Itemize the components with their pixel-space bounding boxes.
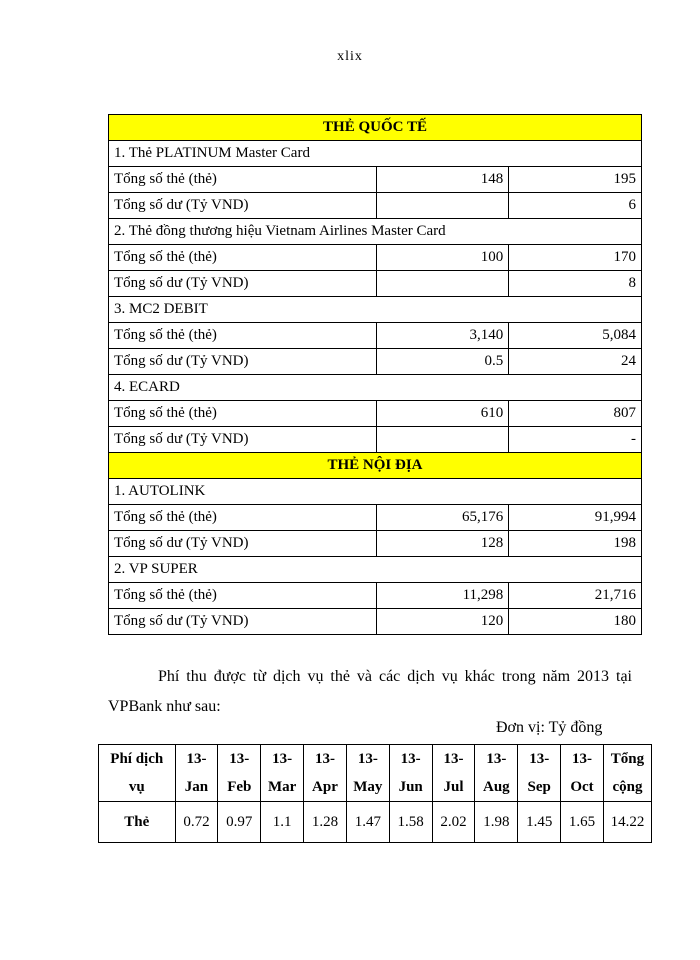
row-label: Tổng số thẻ (thẻ) (109, 583, 377, 609)
data-row (109, 427, 642, 453)
data-row (109, 609, 642, 635)
value-cell-1: 3,140 (376, 323, 509, 349)
row-label: Tổng số thẻ (thẻ) (109, 167, 377, 193)
section-header: THẺ NỘI ĐỊA (109, 453, 642, 479)
fee-value-cell: 0.97 (218, 802, 261, 843)
category-label: 1. AUTOLINK (109, 479, 642, 505)
value-cell-1: 610 (376, 401, 509, 427)
fee-row-label: Thẻ (99, 802, 176, 843)
data-row (109, 271, 642, 297)
fee-intro-text: Phí thu được từ dịch vụ thẻ và các dịch vụ khác trong năm 2013 tại VPBank như sau: (108, 668, 632, 715)
category-row (109, 479, 642, 505)
row-label: Tổng số dư (Tỷ VND) (109, 349, 377, 375)
data-row (109, 167, 642, 193)
value-cell-1: 11,298 (376, 583, 509, 609)
fee-header-month: 13- Sep (518, 745, 561, 802)
value-cell-1: 100 (376, 245, 509, 271)
category-label: 2. VP SUPER (109, 557, 642, 583)
fee-value-cell: 1.98 (475, 802, 518, 843)
fee-header-month: 13- Aug (475, 745, 518, 802)
row-label: Tổng số thẻ (thẻ) (109, 323, 377, 349)
value-cell-2: 198 (509, 531, 642, 557)
fee-value-cell: 1.45 (518, 802, 561, 843)
fee-value-cell: 1.47 (346, 802, 389, 843)
value-cell-1: 148 (376, 167, 509, 193)
fee-header-service: Phí dịch vụ (99, 745, 176, 802)
category-label: 1. Thẻ PLATINUM Master Card (109, 141, 642, 167)
value-cell-1 (376, 427, 509, 453)
category-label: 4. ECARD (109, 375, 642, 401)
value-cell-2: 807 (509, 401, 642, 427)
category-label: 3. MC2 DEBIT (109, 297, 642, 323)
category-row (109, 219, 642, 245)
value-cell-2: 8 (509, 271, 642, 297)
value-cell-2: 170 (509, 245, 642, 271)
fee-total-value: 14.22 (603, 802, 651, 843)
data-row (109, 245, 642, 271)
fee-value-cell: 0.72 (175, 802, 218, 843)
row-label: Tổng số thẻ (thẻ) (109, 401, 377, 427)
data-row (109, 323, 642, 349)
category-row (109, 297, 642, 323)
card-statistics-table (108, 114, 642, 635)
row-label: Tổng số dư (Tỷ VND) (109, 531, 377, 557)
fee-table (98, 744, 652, 843)
data-row (109, 505, 642, 531)
fee-value-cell: 1.58 (389, 802, 432, 843)
data-row (109, 349, 642, 375)
category-row (109, 141, 642, 167)
fee-header-month: 13- Jul (432, 745, 475, 802)
value-cell-2: 21,716 (509, 583, 642, 609)
value-cell-2: 195 (509, 167, 642, 193)
value-cell-1 (376, 271, 509, 297)
fee-value-cell: 1.1 (261, 802, 304, 843)
unit-label: Đơn vị: Tỷ đồng (496, 719, 603, 736)
value-cell-2: 6 (509, 193, 642, 219)
row-label: Tổng số dư (Tỷ VND) (109, 271, 377, 297)
fee-intro-paragraph (108, 662, 632, 722)
page-number: xlix (337, 49, 363, 64)
fee-header-month: 13- Feb (218, 745, 261, 802)
fee-header-month: 13- Apr (304, 745, 347, 802)
value-cell-2: - (509, 427, 642, 453)
category-row (109, 375, 642, 401)
fee-value-cell: 1.65 (561, 802, 604, 843)
value-cell-2: 180 (509, 609, 642, 635)
value-cell-1: 65,176 (376, 505, 509, 531)
fee-value-cell: 2.02 (432, 802, 475, 843)
value-cell-1: 120 (376, 609, 509, 635)
data-row (109, 401, 642, 427)
fee-header-total: Tổng cộng (603, 745, 651, 802)
value-cell-2: 5,084 (509, 323, 642, 349)
category-label: 2. Thẻ đồng thương hiệu Vietnam Airlines Master Card (109, 219, 642, 245)
data-row (109, 531, 642, 557)
section-header-row (109, 453, 642, 479)
fee-header-row (99, 745, 652, 802)
section-header: THẺ QUỐC TẾ (109, 115, 642, 141)
fee-header-month: 13- Jun (389, 745, 432, 802)
fee-header-month: 13- Mar (261, 745, 304, 802)
category-row (109, 557, 642, 583)
fee-header-month: 13- Oct (561, 745, 604, 802)
row-label: Tổng số thẻ (thẻ) (109, 505, 377, 531)
value-cell-2: 24 (509, 349, 642, 375)
value-cell-2: 91,994 (509, 505, 642, 531)
data-row (109, 583, 642, 609)
value-cell-1: 128 (376, 531, 509, 557)
value-cell-1: 0.5 (376, 349, 509, 375)
fee-value-row (99, 802, 652, 843)
row-label: Tổng số dư (Tỷ VND) (109, 609, 377, 635)
row-label: Tổng số dư (Tỷ VND) (109, 427, 377, 453)
fee-header-month: 13- Jan (175, 745, 218, 802)
fee-header-month: 13- May (346, 745, 389, 802)
data-row (109, 193, 642, 219)
row-label: Tổng số dư (Tỷ VND) (109, 193, 377, 219)
section-header-row (109, 115, 642, 141)
value-cell-1 (376, 193, 509, 219)
row-label: Tổng số thẻ (thẻ) (109, 245, 377, 271)
fee-value-cell: 1.28 (304, 802, 347, 843)
